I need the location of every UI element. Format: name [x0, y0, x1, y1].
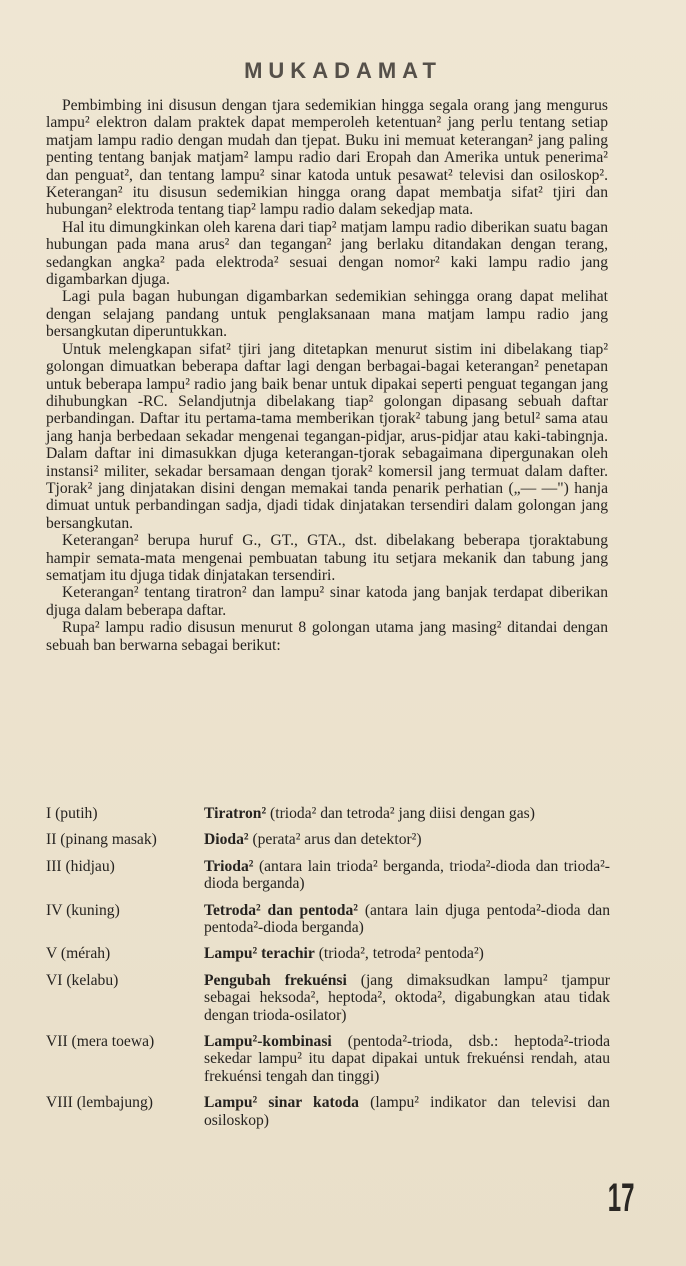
- group-item: [46, 972, 610, 1024]
- group-description: [204, 858, 610, 893]
- group-detail: (pentoda²-trioda, dsb.: heptoda²-trioda sekedar lampu² itu dapat dipakai untuk frekuénsi rendah, atau frekuénsi tengah dan tinggi): [204, 1033, 610, 1085]
- group-detail: (antara lain djuga pentoda²-dioda dan pentoda²-dioda berganda): [204, 901, 610, 937]
- paragraph: Pembimbing ini disusun dengan tjara sedemikian hingga segala orang jang mengurus lampu² elektron dalam praktek dapat memperoleh ketentuan² jang perlu tentang setiap matjam lampu radio dengan mudah dan tjepat. Buku ini memuat keterangan² jang paling penting tentang banjak matjam² lampu radio dari Eropah dan Amerika untuk penerima² dan penguat², dan tentang lampu² sinar katoda untuk pesawat² televisi dan osiloskop². Keterangan² itu disusun sedemikian hingga orang dapat membatja sifat² tjiri dan hubungan² elektroda tentang tiap² lampu radio dalam sekedjap mata.: [46, 97, 608, 219]
- group-number: VII (mera toewa): [46, 1033, 155, 1051]
- group-number: II (pinang masak): [46, 831, 157, 849]
- group-description: [204, 902, 610, 937]
- group-item: [46, 858, 610, 893]
- group-number: VI (kelabu): [46, 971, 119, 989]
- group-number: IV (kuning): [46, 901, 120, 919]
- group-term: Trioda²: [204, 857, 254, 875]
- body-text: [46, 97, 608, 654]
- group-description: [204, 805, 610, 822]
- group-description: [204, 972, 610, 1024]
- group-term: Lampu² terachir: [204, 945, 315, 963]
- paragraph: Hal itu dimungkinkan oleh karena dari tiap² matjam lampu radio diberikan suatu bagan hubungan pada mana arus² dan tegangan² jang berlaku ditandakan dengan terang, sedangkan angka² pada elektroda² sesuai dengan nomor² kaki lampu radio jang digambarkan djuga.: [46, 218, 608, 289]
- group-description: [204, 1094, 610, 1129]
- group-detail: (jang dimaksudkan lampu² tjampur sebagai heksoda², heptoda², oktoda², digabungkan atau tidak dengan trioda-osilator): [204, 971, 610, 1024]
- group-item: [46, 805, 610, 822]
- group-item: [46, 831, 610, 848]
- group-detail: (antara lain trioda² berganda, trioda²-dioda dan trioda²-dioda berganda): [204, 857, 610, 893]
- group-number: I (putih): [46, 805, 98, 822]
- paragraph: Keterangan² tentang tiratron² dan lampu² sinar katoda jang banjak terdapat diberikan djuga dalam beberapa daftar.: [46, 584, 608, 619]
- group-item: [46, 945, 610, 962]
- group-term: Tetroda² dan pentoda²: [204, 901, 358, 919]
- paragraph: Rupa² lampu radio disusun menurut 8 golongan utama jang masing² ditandai dengan sebuah ban berwarna sebagai berikut:: [46, 619, 608, 654]
- group-item: [46, 1033, 610, 1085]
- group-list: [46, 805, 610, 1138]
- group-description: [204, 945, 610, 962]
- paragraph: Lagi pula bagan hubungan digambarkan sedemikian sehingga orang dapat melihat dengan selajang pandang untuk penglaksanaan mana matjam lampu radio jang bersangkutan diperuntukkan.: [46, 288, 608, 341]
- group-description: [204, 1033, 610, 1085]
- group-detail: (perata² arus dan detektor²): [248, 831, 422, 849]
- group-detail: (lampu² indikator dan televisi dan osiloskop): [204, 1094, 610, 1129]
- group-number: VIII (lembajung): [46, 1094, 153, 1112]
- paragraph: Keterangan² berupa huruf G., GT., GTA., dst. dibelakang beberapa tjoraktabung hampir semata-mata mengenai pembuatan tabung itu setjara mekanik dan tabung jang sematjam itu djuga tidak dinjatakan tersendiri.: [46, 532, 608, 584]
- group-term: Lampu²-kombinasi: [204, 1033, 332, 1051]
- group-term: Dioda²: [204, 831, 249, 849]
- group-item: [46, 1094, 610, 1129]
- page-number: 17: [607, 1176, 634, 1220]
- page-title: MUKADAMAT: [244, 58, 442, 83]
- group-item: [46, 902, 610, 937]
- group-description: [204, 831, 610, 848]
- group-term: Pengubah frekuénsi: [204, 971, 347, 989]
- group-term: Lampu² sinar katoda: [204, 1094, 359, 1112]
- paragraph: Untuk melengkapan sifat² tjiri jang ditetapkan menurut sistim ini dibelakang tiap² golongan dimuatkan beberapa daftar lagi dengan berbagai-bagai keterangan² penetapan untuk beberapa lampu² radio jang baik benar untuk dipakai seperti penguat tegangan jang dihubungkan -RC. Selandjutnja dibelakang tiap² golongan dipasang sebuah daftar perbandingan. Daftar itu pertama-tama memberikan tjorak² tabung jang betul² sama atau jang hanja berbedaan sekadar mengenai tegangan-pidjar, arus-pidjar atau kaki-tabingnja. Dalam daftar ini dimasukkan djuga keterangan-tjorak sebagaimana dipergunakan oleh instansi² militer, sekadar bersamaan dengan tjorak² komersil jang termuat dalam dafter. Tjorak² jang dinjatakan disini dengan memakai tanda penarik perhatian („— —") hanja dimuat untuk perbandingan sadja, djadi tidak dinjatakan tersendiri dalam golongan jang bersangkutan.: [46, 340, 608, 532]
- group-detail: (trioda² dan tetroda² jang diisi dengan gas): [266, 805, 535, 822]
- group-number: III (hidjau): [46, 857, 115, 875]
- group-detail: (trioda², tetroda² pentoda²): [314, 945, 484, 963]
- group-term: Tiratron²: [204, 805, 267, 822]
- group-number: V (mérah): [46, 945, 111, 963]
